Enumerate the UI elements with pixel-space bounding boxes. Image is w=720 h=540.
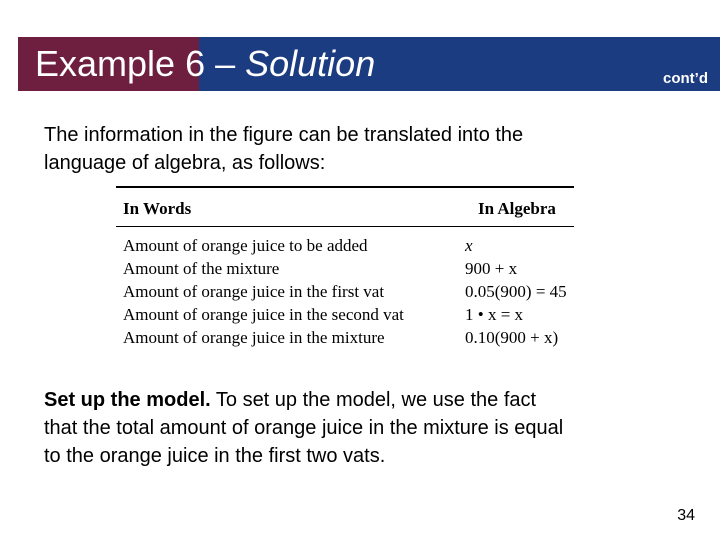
- row-algebra: 0.05(900) = 45: [465, 282, 567, 301]
- table-row: [116, 236, 574, 259]
- row-words: Amount of orange juice to be added: [123, 236, 368, 255]
- setup-line: [44, 386, 684, 414]
- slide-title: [35, 42, 375, 86]
- setup-line: to the orange juice in the first two vats.: [44, 445, 386, 467]
- page-number: 34: [677, 507, 695, 524]
- setup-text: To set up the model, we use the fact: [210, 389, 537, 411]
- table-row: [116, 305, 574, 328]
- continued-label: cont’d: [663, 70, 708, 87]
- title-solution: Solution: [245, 43, 376, 84]
- intro-line: The information in the figure can be translated into the: [44, 124, 524, 146]
- intro-paragraph: [44, 121, 684, 177]
- column-header-words: In Words: [123, 199, 192, 218]
- row-algebra: 900 + x: [465, 259, 518, 278]
- row-algebra: 0.10(900 + x): [465, 328, 559, 347]
- intro-line: language of algebra, as follows:: [44, 152, 326, 174]
- table-row: [116, 282, 574, 305]
- row-words: Amount of orange juice in the second vat: [123, 305, 404, 324]
- column-header-algebra: In Algebra: [478, 199, 556, 218]
- setup-heading: Set up the model.: [44, 389, 211, 411]
- setup-paragraph: [44, 386, 684, 470]
- row-words: Amount of the mixture: [123, 259, 280, 278]
- row-algebra: 1 • x = x: [465, 305, 524, 324]
- table-top-rule: [116, 186, 574, 188]
- table-header-rule: [116, 226, 574, 227]
- table-row: [116, 328, 574, 351]
- row-algebra: x: [465, 236, 473, 255]
- title-example: Example 6 –: [35, 43, 246, 84]
- table-row: [116, 259, 574, 282]
- setup-line: that the total amount of orange juice in the mixture is equal: [44, 417, 564, 439]
- row-words: Amount of orange juice in the mixture: [123, 328, 385, 347]
- row-words: Amount of orange juice in the first vat: [123, 282, 385, 301]
- title-bar: [18, 37, 720, 91]
